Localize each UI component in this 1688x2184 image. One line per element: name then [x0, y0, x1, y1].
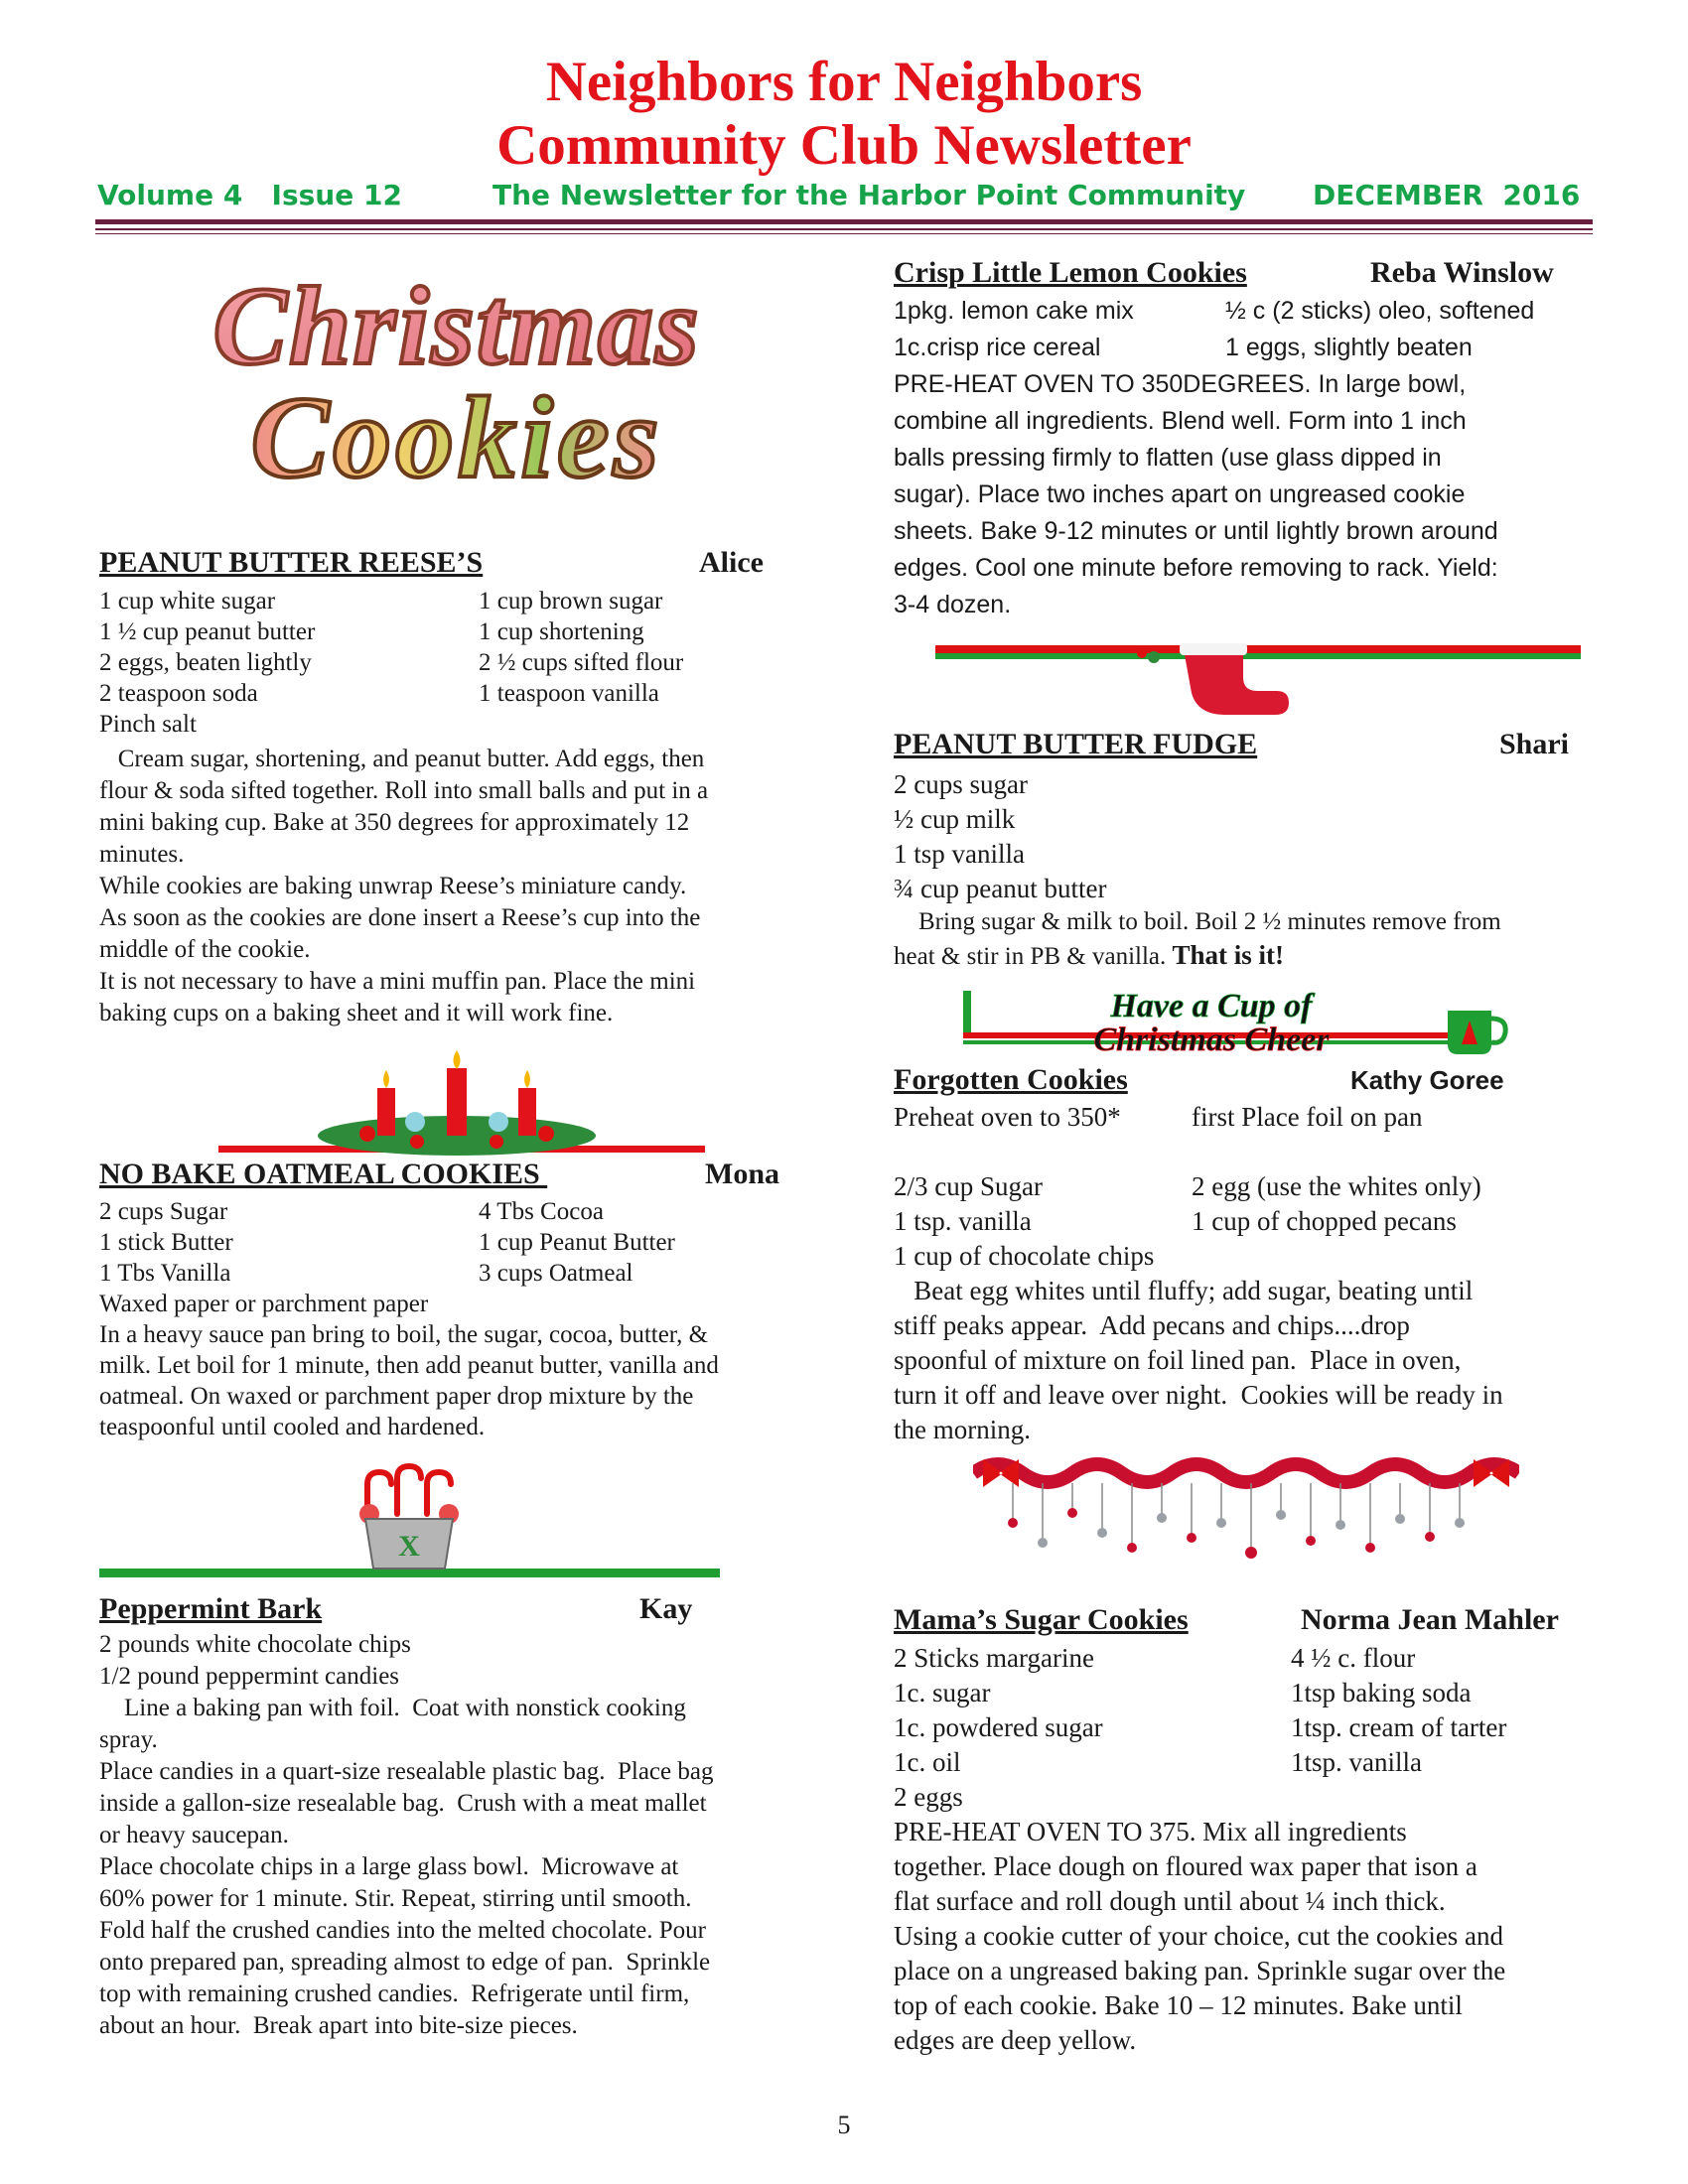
tagline: The Newsletter for the Harbor Point Community [492, 179, 1246, 211]
lemon-author: Reba Winslow [1370, 256, 1554, 289]
direction-line: top with remaining crushed candies. Refrigerate until firm, [99, 1980, 690, 2007]
direction-line: Beat egg whites until fluffy; add sugar, beating until [894, 1276, 1474, 1305]
direction-line: Fold half the crushed candies into the melted chocolate. Pour [99, 1917, 706, 1944]
reese-author: Alice [699, 546, 764, 579]
forgotten-title: Forgotten Cookies [894, 1063, 1128, 1096]
christmas-cookies-art [159, 256, 755, 504]
ingredient: ½ c (2 sticks) oleo, softened [1225, 297, 1535, 325]
direction-line: flour & soda sifted together. Roll into small balls and put in a [99, 777, 709, 804]
ingredient: 2 eggs, beaten lightly [99, 649, 312, 676]
reese-title: PEANUT BUTTER REESE’S [99, 546, 484, 579]
direction-line: While cookies are baking unwrap Reese’s miniature candy. [99, 873, 687, 899]
direction-line: Using a cookie cutter of your choice, cut the cookies and [894, 1921, 1504, 1951]
cookies-word: Cookies [250, 372, 663, 502]
sugar-header [894, 1602, 1599, 1638]
ingredient: ¾ cup peanut butter [894, 874, 1107, 903]
ingredient: Pinch salt [99, 711, 197, 738]
direction-line: baking cups on a baking sheet and it will work fine. [99, 1000, 614, 1026]
christmas-word: Christmas [212, 265, 701, 388]
reese-header [99, 545, 794, 581]
fudge-direction-1: Bring sugar & milk to boil. Boil 2 ½ minutes remove from [894, 908, 1501, 935]
direction-line: sheets. Bake 9-12 minutes or until lightly brown around [894, 517, 1498, 545]
ingredient: 1 cup white sugar [99, 588, 276, 614]
direction-line: 3-4 dozen. [894, 591, 1012, 618]
ingredient: 1 cup shortening [479, 618, 644, 645]
direction-line: teaspoonful until cooled and hardened. [99, 1414, 486, 1440]
direction-line: sugar). Place two inches apart on ungreased cookie [894, 480, 1466, 508]
direction-line: together. Place dough on floured wax paper that ison a [894, 1851, 1477, 1881]
direction-line: middle of the cookie. [99, 936, 311, 963]
header-rule-thick [95, 219, 1593, 224]
bark-header [99, 1591, 794, 1627]
direction-line: Line a baking pan with foil. Coat with nonstick cooking [99, 1695, 686, 1721]
candles-divider-art [218, 1050, 705, 1160]
oatmeal-author: Mona [705, 1158, 779, 1190]
direction-line: oatmeal. On waxed or parchment paper drop mixture by the [99, 1383, 694, 1410]
direction-line: Place candies in a quart-size resealable plastic bag. Place bag [99, 1758, 714, 1785]
direction-line: or heavy saucepan. [99, 1822, 289, 1848]
ingredient: 1c. sugar [894, 1678, 991, 1707]
direction-line: spoonful of mixture on foil lined pan. Place in oven, [894, 1345, 1462, 1375]
forgotten-header [894, 1062, 1599, 1098]
lemon-title: Crisp Little Lemon Cookies [894, 256, 1247, 289]
ingredient: 1tsp baking soda [1291, 1678, 1472, 1707]
forgotten-preheat: Preheat oven to 350* [894, 1102, 1121, 1132]
direction-line: edges. Cool one minute before removing to rack. Yield: [894, 554, 1498, 582]
direction-line: PRE-HEAT OVEN TO 375. Mix all ingredients [894, 1817, 1407, 1846]
ingredient: 1tsp. cream of tarter [1291, 1712, 1507, 1742]
direction-line: mini baking cup. Bake at 350 degrees for approximately 12 [99, 809, 690, 836]
issue-date: DECEMBER 2016 [1313, 179, 1581, 211]
newsletter-title-line2: Community Club Newsletter [496, 114, 1192, 177]
ingredient: 4 Tbs Cocoa [479, 1198, 604, 1225]
direction-line: inside a gallon-size resealable bag. Crush with a meat mallet [99, 1790, 707, 1817]
cheer-line2: Christmas Cheer [1093, 1022, 1330, 1058]
ingredient: 2 ½ cups sifted flour [479, 649, 684, 676]
bark-author: Kay [639, 1592, 693, 1625]
ingredient: 1 Tbs Vanilla [99, 1260, 231, 1287]
ingredient: 1 cup brown sugar [479, 588, 663, 614]
fudge-author: Shari [1499, 728, 1570, 760]
ingredient: 1c. powdered sugar [894, 1712, 1103, 1742]
fudge-emphasis: That is it! [1172, 940, 1285, 970]
ingredient: 1tsp. vanilla [1291, 1747, 1422, 1777]
header-rule-thin-2 [95, 233, 1593, 234]
newsletter-title-line1: Neighbors for Neighbors [545, 51, 1143, 113]
ingredient: 1 stick Butter [99, 1229, 233, 1256]
direction-line: edges are deep yellow. [894, 2025, 1137, 2055]
garland-divider-art [973, 1451, 1519, 1575]
ingredient: ½ cup milk [894, 804, 1016, 834]
direction-line: the morning. [894, 1415, 1031, 1444]
forgotten-author: Kathy Goree [1350, 1065, 1504, 1095]
candy-cane-bucket-divider-art [99, 1454, 720, 1588]
fudge-title: PEANUT BUTTER FUDGE [894, 728, 1258, 760]
direction-line: In a heavy sauce pan bring to boil, the sugar, cocoa, butter, & [99, 1321, 709, 1348]
direction-line: turn it off and leave over night. Cookies will be ready in [894, 1380, 1503, 1410]
ingredient: 1 teaspoon vanilla [479, 680, 659, 707]
oatmeal-title: NO BAKE OATMEAL COOKIES [99, 1158, 548, 1190]
ingredient: 1c. oil [894, 1747, 961, 1777]
direction-line: 60% power for 1 minute. Stir. Repeat, stirring until smooth. [99, 1885, 692, 1912]
ingredient: 2 cups Sugar [99, 1198, 228, 1225]
direction-line: Place chocolate chips in a large glass bowl. Microwave at [99, 1853, 679, 1880]
svg-text:X: X [398, 1530, 420, 1563]
ingredient: 2/3 cup Sugar [894, 1171, 1043, 1201]
direction-line: PRE-HEAT OVEN TO 350DEGREES. In large bowl, [894, 370, 1467, 398]
lemon-header [894, 255, 1599, 291]
ingredient: 1 cup of chocolate chips [894, 1241, 1155, 1271]
ingredient: 2 teaspoon soda [99, 680, 258, 707]
sugar-author: Norma Jean Mahler [1301, 1603, 1559, 1636]
direction-line: As soon as the cookies are done insert a Reese’s cup into the [99, 904, 701, 931]
ingredient: 2 egg (use the whites only) [1192, 1171, 1481, 1201]
forgotten-foil: first Place foil on pan [1192, 1102, 1423, 1132]
fudge-direction-2 [894, 940, 1284, 972]
direction-line: stiff peaks appear. Add pecans and chips....drop [894, 1310, 1410, 1340]
fudge-header [894, 727, 1599, 762]
header-rule-thin [95, 228, 1593, 230]
oatmeal-header [99, 1157, 794, 1192]
direction-line: about an hour. Break apart into bite-size pieces. [99, 2012, 578, 2039]
sugar-title: Mama’s Sugar Cookies [894, 1603, 1189, 1636]
cup-of-cheer-banner-art [963, 983, 1519, 1064]
direction-line: onto prepared pan, spreading almost to edge of pan. Sprinkle [99, 1949, 711, 1976]
cheer-line1: Have a Cup of [1110, 988, 1313, 1024]
ingredient: 1c.crisp rice cereal [894, 334, 1101, 361]
ingredient: 1/2 pound peppermint candies [99, 1663, 400, 1690]
ingredient: 2 Sticks margarine [894, 1643, 1094, 1673]
direction-line: minutes. [99, 841, 185, 868]
ingredient: 4 ½ c. flour [1291, 1643, 1416, 1673]
stocking-divider-art [935, 635, 1581, 725]
ingredient: 1 tsp vanilla [894, 839, 1025, 869]
ingredient: 1pkg. lemon cake mix [894, 297, 1134, 325]
page-number: 5 [837, 2111, 851, 2139]
direction-line: It is not necessary to have a mini muffin pan. Place the mini [99, 968, 696, 995]
volume-issue: Volume 4 Issue 12 [97, 179, 402, 211]
ingredient: 1 ½ cup peanut butter [99, 618, 316, 645]
bark-title: Peppermint Bark [99, 1592, 323, 1625]
ingredient: 1 cup Peanut Butter [479, 1229, 675, 1256]
direction-line: combine all ingredients. Blend well. Form into 1 inch [894, 407, 1467, 435]
direction-line: place on a ungreased baking pan. Sprinkle sugar over the [894, 1956, 1506, 1985]
direction-line: top of each cookie. Bake 10 – 12 minutes. Bake until [894, 1990, 1463, 2020]
fudge-direction-2-text: heat & stir in PB & vanilla. [894, 943, 1173, 970]
ingredient: 2 pounds white chocolate chips [99, 1631, 411, 1658]
ingredient: 1 tsp. vanilla [894, 1206, 1032, 1236]
ingredient: 2 eggs [894, 1782, 963, 1812]
direction-line: Waxed paper or parchment paper [99, 1291, 429, 1317]
ingredient: 2 cups sugar [894, 769, 1028, 799]
direction-line: milk. Let boil for 1 minute, then add peanut butter, vanilla and [99, 1352, 719, 1379]
direction-line: spray. [99, 1726, 158, 1753]
direction-line: balls pressing firmly to flatten (use glass dipped in [894, 444, 1442, 472]
direction-line: flat surface and roll dough until about ¼ inch thick. [894, 1886, 1446, 1916]
ingredient: 1 eggs, slightly beaten [1225, 334, 1473, 361]
ingredient: 1 cup of chopped pecans [1192, 1206, 1457, 1236]
ingredient: 3 cups Oatmeal [479, 1260, 633, 1287]
direction-line: Cream sugar, shortening, and peanut butter. Add eggs, then [99, 746, 705, 772]
